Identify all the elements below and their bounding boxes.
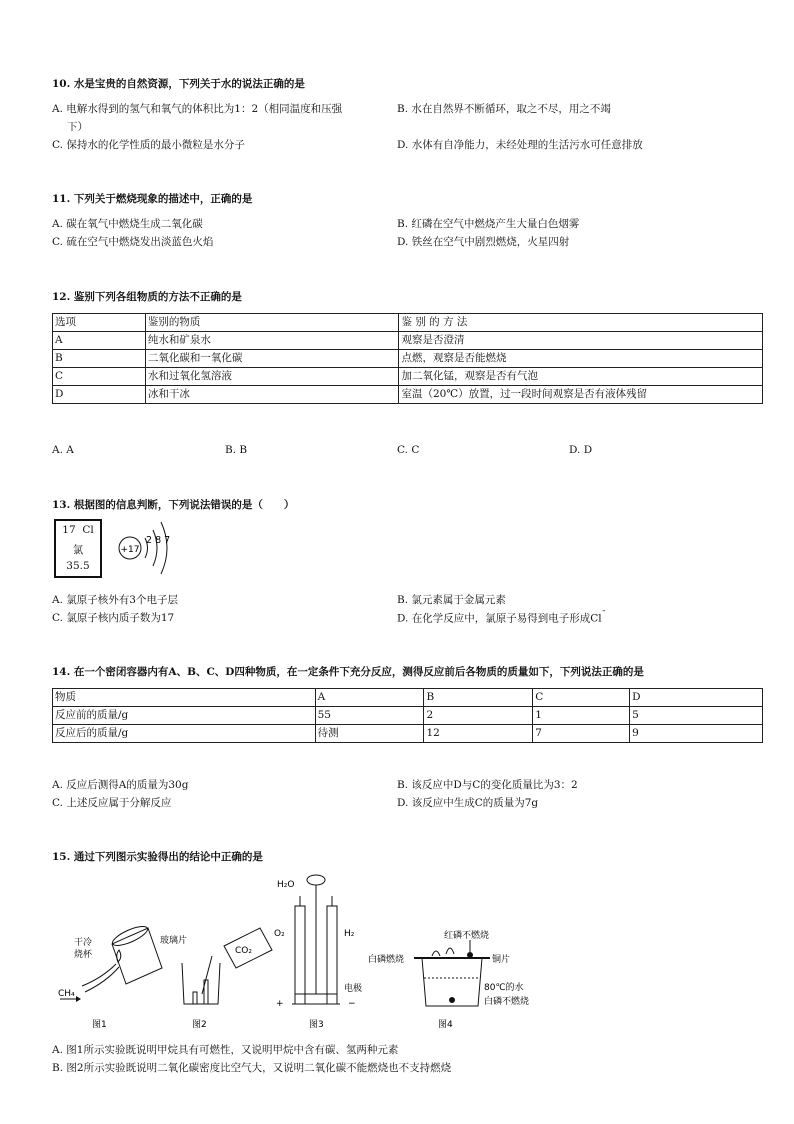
q12-title: 12. 鉴别下列各组物质的方法不正确的是 [52,291,242,303]
q15-option-b[interactable]: B. 图2所示实验既说明二氧化碳密度比空气大，又说明二氧化碳不能燃烧也不支持燃烧 [52,1062,452,1074]
table-cell: 反应后的质量/g [53,725,316,743]
red-phosphorus [467,952,473,958]
q13-option-d[interactable]: D. 在化学反应中，氯原子易得到电子形成$Cl^ˉ$ [397,610,606,625]
q10-option-d[interactable]: D. 水体有自净能力，未经处理的生活污水可任意排放 [397,139,643,151]
label-cathode: − [348,999,356,1009]
table-header-row [53,689,763,707]
table-cell: D [53,386,146,404]
o2-tube [295,906,305,1004]
table-cell: C [53,368,146,386]
label-co2: CO₂ [235,946,252,956]
table-header-cell: 物质 [53,689,316,707]
q11-option-b[interactable]: B. 红磷在空气中燃烧产生大量白色烟雾 [397,218,580,230]
q11-title: 11. 下列关于燃烧现象的描述中，正确的是 [52,193,253,205]
figure-4-caption: 图4 [438,1020,453,1030]
table-header-cell: 鉴别的物质 [145,314,399,332]
nucleus-charge: +17 [120,545,140,555]
flame-icon [117,950,121,962]
gas-tube [82,964,119,992]
q11-option-c[interactable]: C. 硫在空气中燃烧发出淡蓝色火焰 [52,236,214,248]
q11-option-d[interactable]: D. 铁丝在空气中剧烈燃烧，火星四射 [397,236,570,248]
q14-title: 14. 在一个密闭容器内有A、B、C、D四种物质，在一定条件下充分反应，测得反应前后各物质的质量如下，下列说法正确的是 [52,666,644,678]
table-header-cell: A [315,689,424,707]
figure-2-caption: 图2 [192,1020,207,1030]
q12-option-d[interactable]: D. D [569,444,593,456]
label-white-phosphorus-burning: 白磷燃烧 [368,955,405,965]
table-cell: 观察是否澄清 [399,332,763,350]
q14-table [52,688,763,743]
q11-option-a[interactable]: A. 碳在氧气中燃烧生成二氧化碳 [52,218,203,230]
table-row [53,707,763,725]
label-h2: H₂ [344,929,355,939]
table-row [53,368,763,386]
q14-option-b[interactable]: B. 该反应中D与C的变化质量比为3：2 [397,779,578,791]
label-electrode: 电极 [344,984,363,994]
q12-table [52,313,763,404]
glass-plate [202,956,212,994]
water-funnel [307,875,325,885]
table-cell: 55 [315,707,424,725]
dry-cold-beaker [112,928,162,984]
q12-option-a[interactable]: A. A [52,444,74,456]
label-dry-cold: 干冷 [74,938,93,948]
element-mass: 35.5 [66,560,90,572]
label-copper-sheet: 铜片 [492,955,511,965]
figure-3-electrolysis [274,875,362,1030]
table-cell: 加二氧化锰，观察是否有气泡 [399,368,763,386]
table-cell: 12 [424,725,533,743]
table-cell: 点燃，观察是否能燃烧 [399,350,763,368]
table-row [53,350,763,368]
label-white-phosphorus-not-burning: 白磷不燃烧 [484,997,530,1007]
table-cell: 二氧化碳和一氧化碳 [145,350,399,368]
table-cell: 5 [630,707,763,725]
table-cell: 待测 [315,725,424,743]
table-cell: 2 [424,707,533,725]
table-header-row [53,314,763,332]
q14-option-d[interactable]: D. 该反应中生成C的质量为7g [397,797,539,809]
q10-option-a[interactable]: A. 电解水得到的氢气和氧气的体积比为1：2（相同温度和压强 [52,103,343,115]
chloride-charge: ˉ [601,610,606,620]
label-glass-plate: 玻璃片 [160,936,188,946]
q13-option-b[interactable]: B. 氯元素属于金属元素 [397,594,506,606]
figure-4-combustion [368,929,529,1030]
table-cell: 纯水和矿泉水 [145,332,399,350]
label-hot-water: 80℃的水 [484,983,524,993]
white-phosphorus-underwater [449,997,455,1003]
q13-option-c[interactable]: C. 氯原子核内质子数为17 [52,612,175,624]
table-cell: 水和过氧化氢溶液 [145,368,399,386]
table-header-cell: 鉴 别 的 方 法 [399,314,763,332]
q15-title: 15. 通过下列图示实验得出的结论中正确的是 [52,851,263,863]
table-row [53,332,763,350]
q15-option-a[interactable]: A. 图1所示实验既说明甲烷具有可燃性，又说明甲烷中含有碳、氢两种元素 [52,1044,399,1056]
label-o2: O₂ [274,929,285,939]
q15-experiment-figures [52,866,542,1036]
table-row [53,386,763,404]
arrow-head-icon [76,996,81,1002]
figure-1-caption: 图1 [92,1020,107,1030]
element-number-symbol: 17 Cl [62,524,94,536]
shell-electrons: 2 8 7 [146,535,171,546]
table-cell: A [53,332,146,350]
q10-title: 10. 水是宝贵的自然资源，下列关于水的说法正确的是 [52,78,305,90]
label-anode: + [276,999,284,1009]
label-ch4: CH₄ [58,989,75,999]
table-cell: 1 [533,707,630,725]
q10-option-a-continued: 下） [67,121,88,133]
q13-title: 13. 根据图的信息判断，下列说法错误的是（ ） [52,499,295,511]
white-phosphorus-flame-icon [432,948,454,956]
beaker-with-candles [182,963,220,1004]
label-red-phosphorus: 红磷不燃烧 [444,931,490,941]
figure-1-methane [58,923,162,1030]
table-cell: B [53,350,146,368]
table-cell: 反应前的质量/g [53,707,316,725]
table-cell: 冰和干冰 [145,386,399,404]
q14-option-c[interactable]: C. 上述反应属于分解反应 [52,797,172,809]
q10-option-c[interactable]: C. 保持水的化学性质的最小微粒是水分子 [52,139,245,151]
q10-option-b[interactable]: B. 水在自然界不断循环，取之不尽，用之不竭 [397,103,611,115]
table-header-cell: 选项 [53,314,146,332]
table-cell: 9 [630,725,763,743]
h2-tube [327,906,337,1004]
table-cell: 7 [533,725,630,743]
table-row [53,725,763,743]
q14-option-a[interactable]: A. 反应后测得A的质量为30g [52,779,189,791]
q12-option-c[interactable]: C. C [397,444,420,456]
figure-2-co2 [160,928,272,1030]
table-cell: 室温（20℃）放置，过一段时间观察是否有液体残留 [399,386,763,404]
shell-arc-3 [161,522,167,574]
atom-structure-diagram [115,514,185,580]
label-beaker: 烧杯 [74,950,93,960]
q12-option-b[interactable]: B. B [225,444,248,456]
table-header-cell: D [630,689,763,707]
table-header-cell: C [533,689,630,707]
candle-low [193,992,197,1004]
element-name: 氯 [72,544,84,556]
figure-3-caption: 图3 [309,1020,324,1030]
table-header-cell: B [424,689,533,707]
label-h2o: H₂O [277,880,295,890]
element-cell-chlorine [54,519,102,578]
q13-option-a[interactable]: A. 氯原子核外有3个电子层 [52,594,178,606]
